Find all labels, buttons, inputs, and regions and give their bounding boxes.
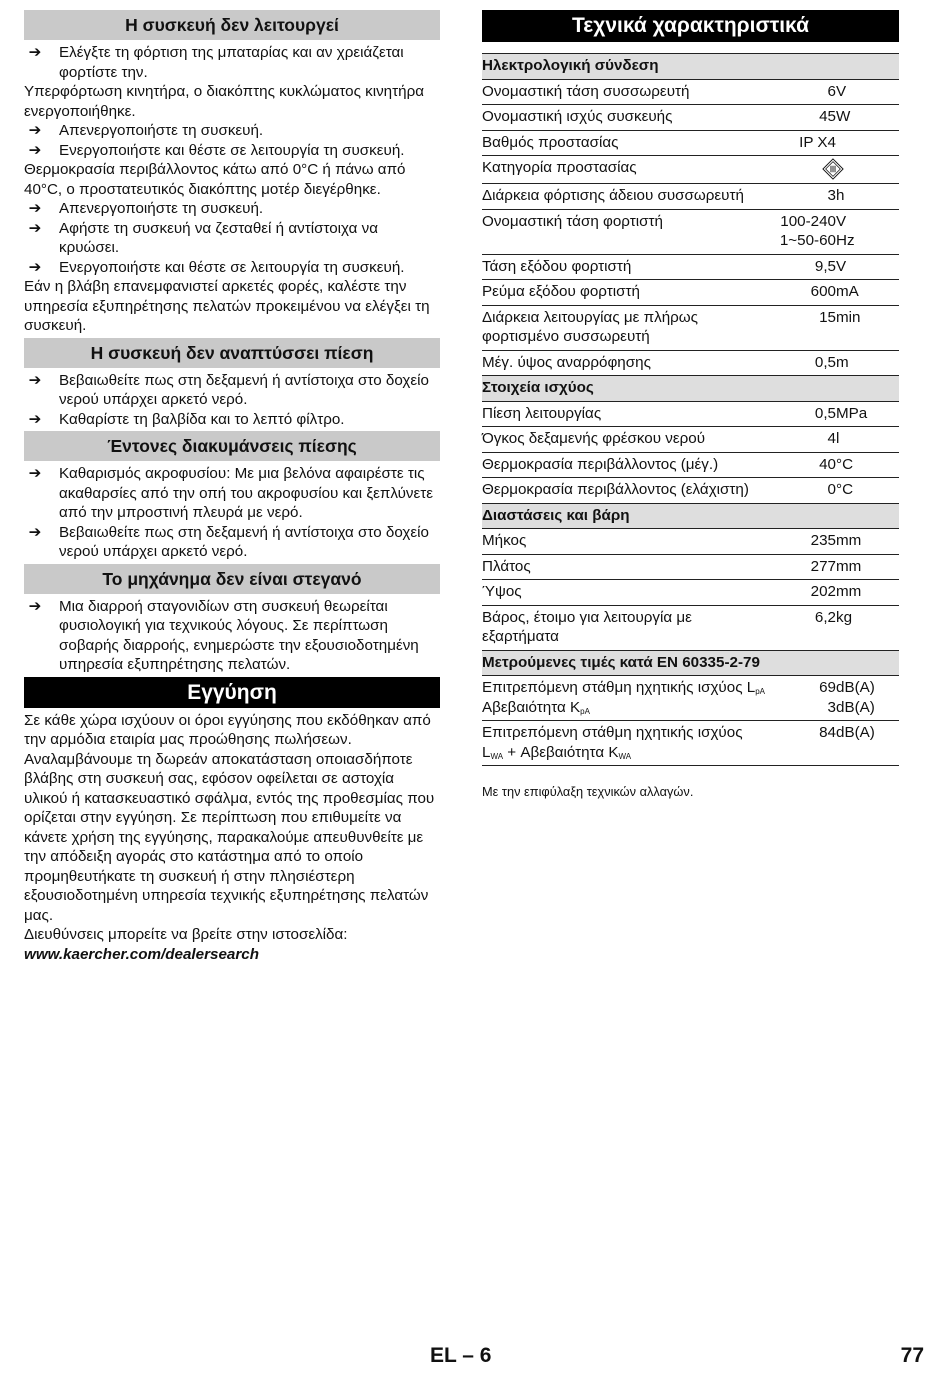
- spec-label: Ύψος: [482, 580, 767, 606]
- spec-value: 6: [767, 79, 836, 105]
- spec-row: [482, 184, 899, 210]
- spec-unit: V: [836, 79, 899, 105]
- paragraph: Διευθύνσεις μπορείτε να βρείτε στην ιστοσελίδα:: [24, 926, 348, 943]
- spec-group-label: Διαστάσεις και βάρη: [482, 503, 899, 529]
- spec-label: Ονομαστική τάση φορτιστή: [482, 209, 767, 254]
- spec-unit: W: [836, 105, 899, 131]
- spec-row: [482, 280, 899, 306]
- spec-row: [482, 130, 899, 156]
- spec-label: Μήκος: [482, 529, 767, 555]
- bullet-item: [24, 258, 440, 278]
- spec-label: Επιτρεπόμενη στάθμη ηχητικής ισχύος $L_{pA}$ Αβεβαιότητα $K_{pA}$: [482, 676, 767, 721]
- spec-unit: mm: [836, 580, 899, 606]
- bullet-text: Βεβαιωθείτε πως στη δεξαμενή ή αντίστοιχα στο δοχείο νερού υπάρχει αρκετό νερό.: [59, 523, 429, 560]
- spec-value: 3: [767, 184, 836, 210]
- bullet-item: [24, 219, 440, 258]
- bullet-item: [24, 141, 440, 161]
- left-column: [24, 10, 440, 964]
- spec-value: 40: [767, 452, 836, 478]
- arrow-right-icon: ➔: [28, 141, 42, 159]
- spec-value: 0: [767, 478, 836, 504]
- spec-row: [482, 676, 899, 721]
- spec-label: Ονομαστική ισχύς συσκευής: [482, 105, 767, 131]
- spec-unit: mm: [836, 529, 899, 555]
- section-heading: Η συσκευή δεν αναπτύσσει πίεση: [24, 338, 440, 368]
- spec-label: Τάση εξόδου φορτιστή: [482, 254, 767, 280]
- spec-value: 15: [767, 305, 836, 350]
- spec-row: [482, 452, 899, 478]
- spec-unit: min: [836, 305, 899, 350]
- bullet-text: Απενεργοποιήστε τη συσκευή.: [59, 200, 264, 217]
- spec-unit: kg: [836, 605, 899, 650]
- bullet-text: Απενεργοποιήστε τη συσκευή.: [59, 122, 264, 139]
- spec-label: Πίεση λειτουργίας: [482, 401, 767, 427]
- arrow-right-icon: ➔: [28, 465, 42, 482]
- bullet-item: [24, 410, 440, 430]
- spec-row: [482, 478, 899, 504]
- arrow-right-icon: ➔: [28, 371, 42, 389]
- bullet-item: [24, 464, 440, 523]
- spec-unit: h: [836, 184, 899, 210]
- spec-label: Βαθμός προστασίας: [482, 130, 767, 156]
- arrow-right-icon: ➔: [28, 597, 42, 615]
- right-column: [482, 10, 899, 802]
- spec-unit: °C: [836, 478, 899, 504]
- spec-unit: MPa: [836, 401, 899, 427]
- spec-value: 4: [767, 427, 836, 453]
- spec-label: Πλάτος: [482, 554, 767, 580]
- bullet-item: [24, 371, 440, 410]
- bullet-text: Ελέγξτε τη φόρτιση της μπαταρίας και αν χρειάζεται φορτίστε την.: [59, 44, 404, 81]
- spec-row: [482, 305, 899, 350]
- section-heading: Η συσκευή δεν λειτουργεί: [24, 10, 440, 40]
- section-heading: Το μηχάνημα δεν είναι στεγανό: [24, 564, 440, 594]
- spec-group-label: Μετρούμενες τιμές κατά EN 60335-2-79: [482, 650, 899, 676]
- bullet-text: Ενεργοποιήστε και θέστε σε λειτουργία τη συσκευή.: [59, 258, 405, 276]
- spec-row: [482, 350, 899, 376]
- arrow-right-icon: ➔: [28, 410, 42, 428]
- spec-group-label: Ηλεκτρολογική σύνδεση: [482, 54, 899, 80]
- spec-row: [482, 721, 899, 766]
- spec-value: 84: [767, 721, 836, 766]
- spec-label: Διάρκεια φόρτισης άδειου συσσωρευτή: [482, 184, 767, 210]
- spec-label: Διάρκεια λειτουργίας με πλήρως φορτισμένο συσσωρευτή: [482, 305, 767, 350]
- arrow-right-icon: ➔: [28, 44, 42, 61]
- bullet-item: [24, 199, 440, 219]
- spec-row: [482, 529, 899, 555]
- paragraph: Σε κάθε χώρα ισχύουν οι όροι εγγύησης που εκδόθηκαν από την αρμόδια εταιρία μας προώθησης πωλήσεων. Αναλαμβάνουμε τη δωρεάν αποκατάσταση οποιασδήποτε βλάβης στη συσκευή σας, εφόσον οφείλεται σε αστοχία υλικού ή κατασκευαστικό σφάλμα, εντός της προθεσμίας που ορίζεται στην εγγύηση. Σε περίπτωση που επιθυμείτε να κάνετε χρήση της εγγύησης, παρακαλούμε απευθυνθείτε με την απόδειξη αγοράς στο κατάστημα από το οποίο προμηθευτήκατε τη συσκευή ή στην πλησιέστερη εξουσιοδοτημένη υπηρεσία τεχνικής εξυπηρέτησης πελατών μας.: [24, 711, 435, 924]
- arrow-right-icon: ➔: [28, 258, 42, 276]
- spec-label: Ονομαστική τάση συσσωρευτή: [482, 79, 767, 105]
- section-heading: Εγγύηση: [24, 677, 440, 708]
- footer-language-page: EL – 6: [430, 1344, 492, 1367]
- arrow-right-icon: ➔: [28, 219, 42, 237]
- spec-row: [482, 254, 899, 280]
- spec-row: [482, 427, 899, 453]
- tech-specs-table: [482, 53, 899, 766]
- spec-value: 9,5: [767, 254, 836, 280]
- bullet-text: Αφήστε τη συσκευή να ζεσταθεί ή αντίστοιχα να κρυώσει.: [59, 219, 378, 256]
- spec-value: 69 3: [767, 676, 836, 721]
- spec-row: [482, 209, 899, 254]
- spec-label: Θερμοκρασία περιβάλλοντος (μέγ.): [482, 452, 767, 478]
- spec-value: 6,2: [767, 605, 836, 650]
- bullet-text: Καθαρίστε τη βαλβίδα και το λεπτό φίλτρο.: [59, 410, 345, 428]
- bullet-item: [24, 121, 440, 141]
- spec-value: 0,5: [767, 350, 836, 376]
- arrow-right-icon: ➔: [28, 122, 42, 139]
- spec-value: IP X4: [767, 130, 836, 156]
- spec-row: [482, 401, 899, 427]
- spec-label: Κατηγορία προστασίας: [482, 156, 767, 184]
- spec-label: Βάρος, έτοιμο για λειτουργία με εξαρτήματα: [482, 605, 767, 650]
- spec-row: [482, 105, 899, 131]
- spec-value: 277: [767, 554, 836, 580]
- spec-unit: mA: [836, 280, 899, 306]
- bullet-text: Καθαρισμός ακροφυσίου: Με μια βελόνα αφαιρέστε τις ακαθαρσίες από την οπή του ακροφυσίου και ξεπλύνετε από την μπροστινή πλευρά με νερό.: [59, 465, 434, 521]
- spec-value: 100-240 1~50-60: [767, 209, 836, 254]
- bullet-text: Μια διαρροή σταγονιδίων στη συσκευή θεωρείται φυσιολογική για τεχνικούς λόγους. Σε περίπτωση σοβαρής διαρροής, ενημερώστε την εξουσιοδοτημένη υπηρεσία εξυπηρέτησης πελατών.: [59, 597, 419, 673]
- spec-value: 45: [767, 105, 836, 131]
- spec-unit: [836, 130, 899, 156]
- spec-label: Ρεύμα εξόδου φορτιστή: [482, 280, 767, 306]
- spec-unit: mm: [836, 554, 899, 580]
- tech-footnote: Με την επιφύλαξη τεχνικών αλλαγών.: [482, 784, 694, 799]
- spec-value: 235: [767, 529, 836, 555]
- spec-row: [482, 156, 899, 184]
- spec-row: [482, 580, 899, 606]
- spec-value: 600: [767, 280, 836, 306]
- spec-unit: °C: [836, 452, 899, 478]
- protection-class-iii-icon: [822, 158, 844, 180]
- footer-page-number: 77: [900, 1344, 924, 1367]
- bullet-text: Βεβαιωθείτε πως στη δεξαμενή ή αντίστοιχα στο δοχείο νερού υπάρχει αρκετό νερό.: [59, 371, 429, 408]
- bullet-item: [24, 523, 440, 562]
- paragraph: Υπερφόρτωση κινητήρα, ο διακόπτης κυκλώματος κινητήρα ενεργοποιήθηκε.: [24, 83, 424, 120]
- spec-value: 202: [767, 580, 836, 606]
- tech-specs-title: Τεχνικά χαρακτηριστικά: [482, 10, 899, 42]
- section-heading: Έντονες διακυμάνσεις πίεσης: [24, 431, 440, 461]
- spec-row: [482, 79, 899, 105]
- spec-group-row: [482, 503, 899, 529]
- spec-unit: V: [836, 254, 899, 280]
- spec-group-label: Στοιχεία ισχύος: [482, 376, 899, 402]
- spec-label: Όγκος δεξαμενής φρέσκου νερού: [482, 427, 767, 453]
- paragraph: Θερμοκρασία περιβάλλοντος κάτω από 0°C ή πάνω από 40°C, ο προστατευτικός διακόπτης μοτέρ διεγέρθηκε.: [24, 161, 406, 198]
- spec-label: Μέγ. ύψος αναρρόφησης: [482, 350, 767, 376]
- spec-unit: l: [836, 427, 899, 453]
- arrow-right-icon: ➔: [28, 200, 42, 217]
- spec-unit: dB(A) dB(A): [836, 676, 899, 721]
- spec-row: [482, 554, 899, 580]
- spec-unit: dB(A): [836, 721, 899, 766]
- spec-value: [767, 156, 899, 184]
- spec-value: 0,5: [767, 401, 836, 427]
- spec-group-row: [482, 54, 899, 80]
- spec-group-row: [482, 650, 899, 676]
- arrow-right-icon: ➔: [28, 523, 42, 541]
- bullet-item: [24, 43, 440, 82]
- spec-group-row: [482, 376, 899, 402]
- spec-label: Επιτρεπόμενη στάθμη ηχητικής ισχύος $L_{WA} + A\beta\varepsilon\beta\alpha\iota ό\tau\eta\tau\alpha$ $K_{WA}$: [482, 721, 767, 766]
- spec-unit: m: [836, 350, 899, 376]
- spec-row: [482, 605, 899, 650]
- bullet-item: [24, 597, 440, 675]
- paragraph: Εάν η βλάβη επανεμφανιστεί αρκετές φορές, καλέστε την υπηρεσία εξυπηρέτησης πελατών προκειμένου να ελέγξει τη συσκευή.: [24, 278, 430, 334]
- spec-unit: V Hz: [836, 209, 899, 254]
- dealer-search-link[interactable]: www.kaercher.com/dealersearch: [24, 945, 259, 963]
- spec-label: Θερμοκρασία περιβάλλοντος (ελάχιστη): [482, 478, 767, 504]
- bullet-text: Ενεργοποιήστε και θέστε σε λειτουργία τη συσκευή.: [59, 141, 405, 159]
